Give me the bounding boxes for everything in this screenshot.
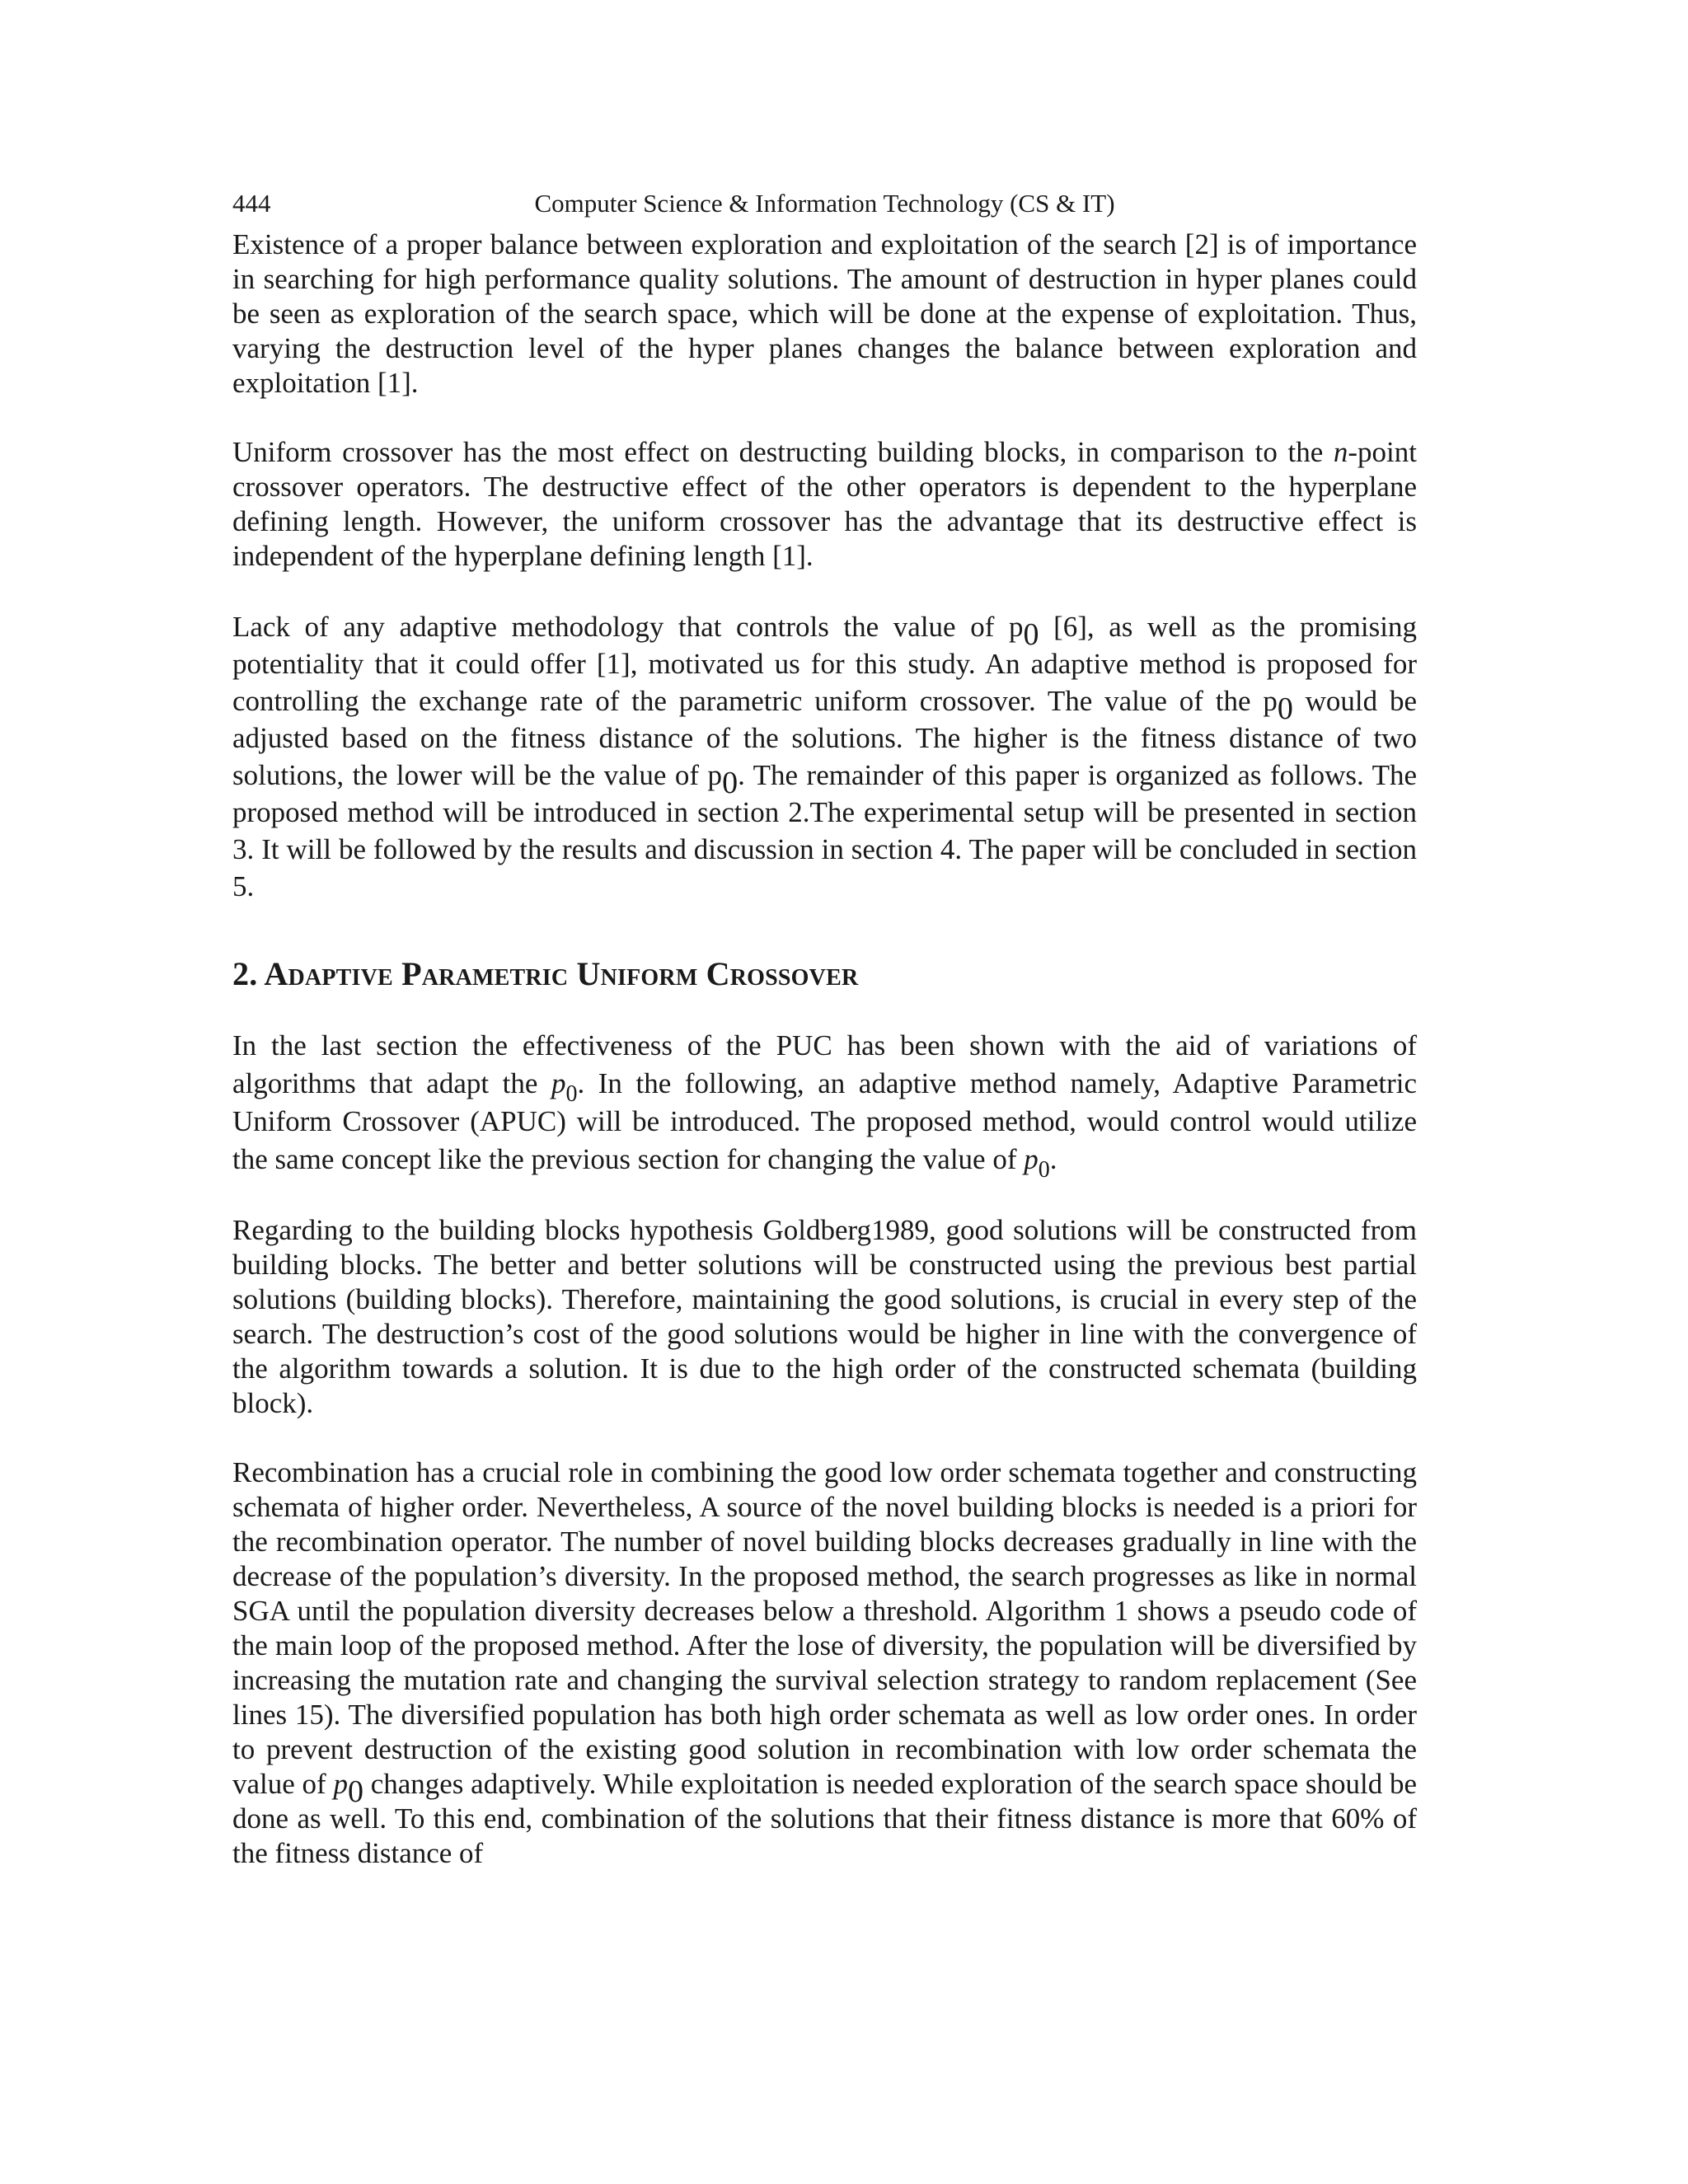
text-run: . — [1049, 1143, 1057, 1175]
subscript-zero: 0 — [347, 1774, 363, 1809]
body-text — [232, 227, 1417, 1871]
page-header — [232, 183, 1417, 224]
paragraph-uniform-crossover — [232, 435, 1417, 574]
running-title: Computer Science & Information Technology (CS & IT) — [534, 189, 1115, 218]
paragraph-balance: Existence of a proper balance between exploration and exploitation of the search [2] is of importance in searching for high performance quality solutions. The amount of destruction in hyper planes could be seen as exploration of the search space, which will be done at the expense of exploitation. Thus, varying the destruction level of the hyper planes changes the balance between exploration and exploitation [1]. — [232, 228, 1417, 399]
page-number: 444 — [232, 189, 271, 218]
subscript-zero: 0 — [722, 766, 738, 800]
paragraph-recombination — [232, 1455, 1417, 1871]
subscript-zero: 0 — [1277, 691, 1293, 726]
section-heading: 2. Adaptive Parametric Uniform Crossover — [232, 955, 859, 992]
paragraph-motivation — [232, 608, 1417, 905]
subscript-zero: 0 — [1038, 1157, 1050, 1183]
text-run: Recombination has a crucial role in combining the good low order schemata together and constructing schemata of higher order. Nevertheless, A source of the novel building blocks is needed is a priori for the recombination operator. The number of novel building blocks decreases gradually in line with the decrease of the population’s diversity. In the proposed method, the search progresses as like in normal SGA until the population diversity decreases below a threshold. Algorithm 1 shows a pseudo code of the main loop of the proposed method. After the lose of diversity, the population will be diversified by increasing the mutation rate and changing the survival selection strategy to random replacement (See lines 15). The diversified population has both high order schemata as well as low order ones. In order to prevent destruction of the existing good solution in recombination with low order schemata the value of — [232, 1456, 1417, 1800]
text-run: . In the following, an adaptive method namely, Adaptive Parametric Uniform Crossover (APUC) will be introduced. The proposed method, would control would utilize the same concept like the previous section for changing the value of — [232, 1067, 1417, 1175]
text-run: changes adaptively. While exploitation is needed exploration of the search space should be done as well. To this end, combination of the solutions that their fitness distance is more that 60% of the fitness distance of — [232, 1768, 1417, 1869]
text-run: -point crossover operators. The destructive effect of the other operators is dependent to the hyperplane defining length. However, the uniform crossover has the advantage that its destructive effect is independent of the hyperplane defining length [1]. — [232, 436, 1417, 572]
italic-n: n — [1333, 436, 1348, 468]
paragraph-apuc-intro — [232, 1027, 1417, 1183]
text-run: In the last section the effectiveness of the PUC has been shown with the aid of variations of algorithms that adapt the — [232, 1029, 1417, 1099]
paragraph-building-blocks: Regarding to the building blocks hypothesis Goldberg1989, good solutions will be constructed from building blocks. The better and better solutions will be constructed using the previous best partial solutions (building blocks). Therefore, maintaining the good solutions, is crucial in every step of the search. The destruction’s cost of the good solutions would be higher in line with the convergence of the algorithm towards a solution. It is due to the high order of the constructed schemata (building block). — [232, 1214, 1417, 1419]
subscript-zero: 0 — [1023, 617, 1039, 652]
text-run: Lack of any adaptive methodology that controls the value of p — [232, 611, 1024, 643]
subscript-zero: 0 — [565, 1081, 578, 1107]
text-run: would be adjusted based on the fitness distance of the solutions. The higher is the fitness distance of two solutions, the lower will be the value of p — [232, 685, 1418, 791]
italic-p: p — [551, 1067, 566, 1099]
italic-p: p — [1024, 1143, 1039, 1175]
text-run: Uniform crossover has the most effect on destructing building blocks, in comparison to the — [232, 436, 1334, 468]
text-run: . The remainder of this paper is organized as follows. The proposed method will be introduced in section 2.The experimental setup will be presented in section 3. It will be followed by the results and discussion in section 4. The paper will be concluded in section 5. — [232, 759, 1417, 902]
text-run: [6], as well as the promising potentiality that it could offer [1], motivated us for this study. An adaptive method is proposed for controlling the exchange rate of the parametric uniform crossover. The value of the p — [232, 611, 1417, 717]
italic-p: p — [333, 1768, 348, 1800]
